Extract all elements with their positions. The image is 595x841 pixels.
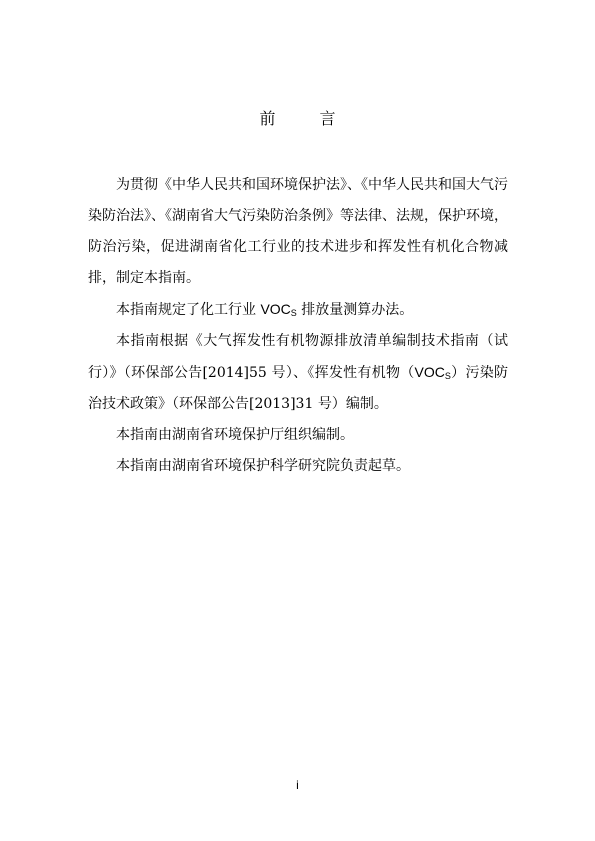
paragraph-basis <box>88 326 508 420</box>
page-number: i <box>296 778 299 792</box>
paragraph-scope-text-before: 本指南规定了化工行业 <box>116 302 261 318</box>
page-title: 前 言 <box>259 109 350 128</box>
paragraph-scope <box>88 294 508 326</box>
paragraph-basis-text-after: ）污染防治技术政策》（环保部公告[2013]31 号）编制。 <box>88 365 508 412</box>
paragraph-drafter: 本指南由湖南省环境保护科学研究院负责起草。 <box>116 458 410 474</box>
voc-term: VOC <box>414 364 445 380</box>
paragraph-scope-text-after: 排放量测算办法。 <box>296 302 414 318</box>
voc-subscript: S <box>444 371 451 381</box>
paragraph-basis-text-before: 本指南根据《大气挥发性有机物源排放清单编制技术指南（试行）》（环保部公告[2014]55 号）、《挥发性有机物（ <box>88 333 508 381</box>
paragraph-purpose: 为贯彻《中华人民共和国环境保护法》、《中华人民共和国大气污染防治法》、《湖南省大气污染防治条例》等法律、法规，保护环境，防治污染，促进湖南省化工行业的技术进步和挥发性有机化合物减排，制定本指南。 <box>88 177 508 286</box>
paragraph-organizer: 本指南由湖南省环境保护厅组织编制。 <box>116 427 354 443</box>
preface-body <box>88 170 508 482</box>
voc-term: VOC <box>260 301 291 317</box>
voc-subscript: S <box>290 308 297 318</box>
